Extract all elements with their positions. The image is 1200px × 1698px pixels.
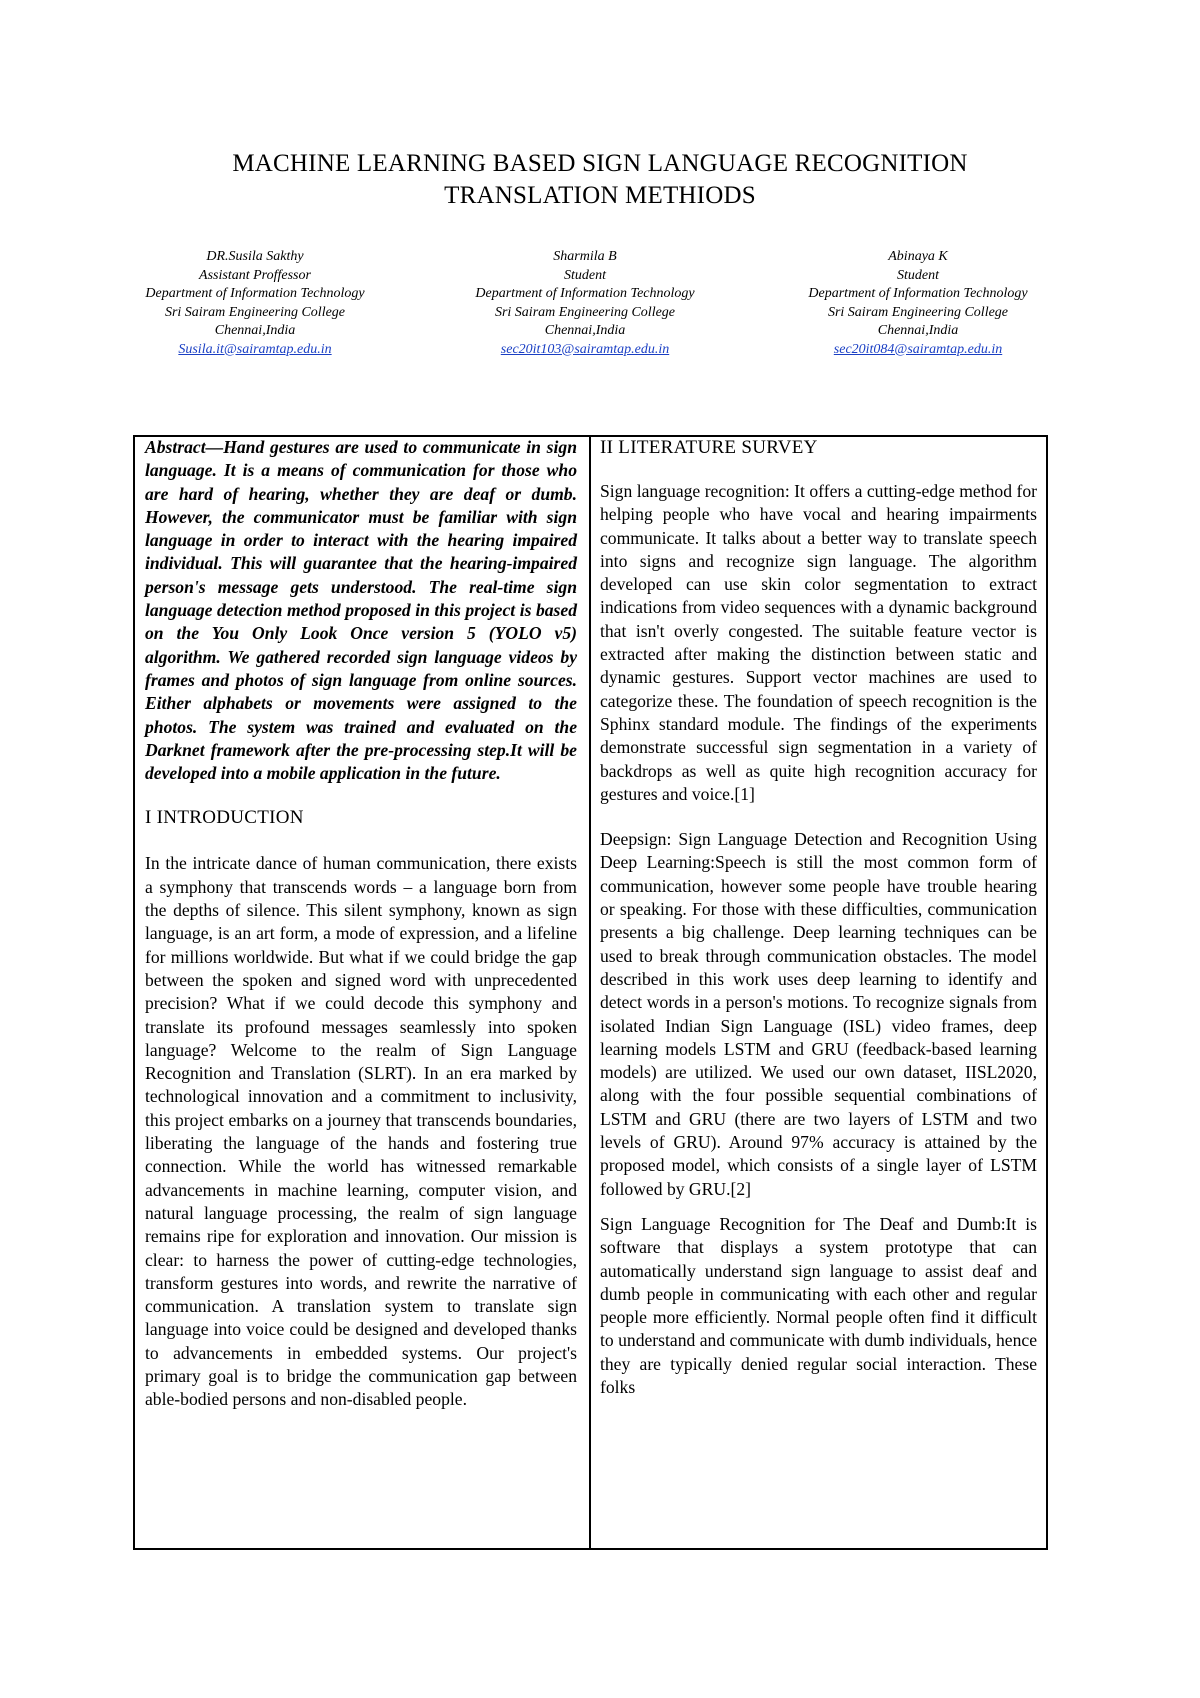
author-dept: Department of Information Technology	[145, 286, 365, 301]
right-column	[600, 436, 1037, 1399]
author-email-link[interactable]: sec20it084@sairamtap.edu.in	[833, 341, 1003, 357]
author-role: Student	[897, 267, 939, 283]
literature-paragraph-3: Sign Language Recognition for The Deaf and Dumb:It is software that displays a system prototype that can automatically understand sign language to assist deaf and dumb people in communicating with each other and regular people more efficiently. Normal people often find it difficult to understand and communicate with dumb individuals, hence they are typically denied regular social interaction. These folks	[600, 1213, 1037, 1397]
introduction-heading: I INTRODUCTION	[145, 807, 304, 829]
author-college: Sri Sairam Engineering College	[827, 304, 1009, 320]
column-divider	[589, 435, 591, 1550]
author-email-link[interactable]: Susila.it@sairamtap.edu.in	[178, 341, 332, 357]
author-dept: Department of Information Technology	[475, 286, 695, 301]
author-email-link[interactable]: sec20it103@sairamtap.edu.in	[500, 341, 670, 357]
author-city: Chennai,India	[214, 323, 296, 338]
author-name: Abinaya K	[888, 249, 948, 264]
title-line-1: MACHINE LEARNING BASED SIGN LANGUAGE RECOGNITION	[232, 150, 968, 177]
author-block-2	[425, 248, 745, 359]
paper-title	[140, 148, 1060, 212]
author-city: Chennai,India	[544, 323, 626, 338]
author-role: Student	[564, 267, 606, 283]
left-column	[145, 436, 577, 1412]
author-dept: Department of Information Technology	[808, 286, 1028, 301]
abstract-text: Abstract—Hand gestures are used to communicate in sign language. It is a means of communication for those who are hard of hearing, whether they are deaf or dumb. However, the communicator must be familiar with sign language in order to interact with the hearing impaired individual. This will guarantee that the hearing-impaired person's message gets understood. The real-time sign language detection method proposed in this project is based on the You Only Look Once version 5 (YOLO v5) algorithm. We gathered recorded sign language videos by frames and photos of sign language from online sources. Either alphabets or movements were assigned to the photos. The system was trained and evaluated on the Darknet framework after the pre-processing step.It will be developed into a mobile application in the future.	[145, 437, 577, 784]
author-role: Assistant Proffessor	[199, 267, 311, 283]
author-name: DR.Susila Sakthy	[206, 249, 304, 264]
title-line-2: TRANSLATION METHIODS	[444, 182, 756, 209]
author-block-1	[95, 248, 415, 359]
literature-paragraph-1: Sign language recognition: It offers a cutting-edge method for helping people who have vocal and hearing impairments communicate. It talks about a better way to translate speech into signs and recognize sign language. The algorithm developed can use skin color segmentation to extract indications from video sequences with a dynamic background that isn't overly congested. The suitable feature vector is extracted after making the distinction between static and dynamic gestures. Support vector machines are used to categorize these. The foundation of speech recognition is the Sphinx standard module. The findings of the experiments demonstrate successful sign segmentation in a variety of backdrops as well as quite high recognition accuracy for gestures and voice.[1]	[600, 481, 1037, 804]
author-name: Sharmila B	[553, 249, 617, 264]
literature-survey-heading: II LITERATURE SURVEY	[600, 437, 818, 458]
author-city: Chennai,India	[877, 323, 959, 338]
author-block-3	[758, 248, 1078, 359]
literature-paragraph-2: Deepsign: Sign Language Detection and Recognition Using Deep Learning:Speech is still the most common form of communication, however some people have trouble hearing or speaking. For those with these difficulties, communication presents a big challenge. Deep learning techniques can be used to break through communication obstacles. The model described in this work uses deep learning to identify and detect words in a person's motions. To recognize signals from isolated Indian Sign Language (ISL) video frames, deep learning models LSTM and GRU (feedback-based learning models) are utilized. We used our own dataset, IISL2020, along with the four possible sequential combinations of LSTM and GRU (there are two layers of LSTM and two levels of GRU). Around 97% accuracy is attained by the proposed model, which consists of a single layer of LSTM followed by GRU.[2]	[600, 829, 1037, 1199]
author-college: Sri Sairam Engineering College	[164, 304, 346, 320]
introduction-text: In the intricate dance of human communication, there exists a symphony that transcends words – a language born from the depths of silence. This silent symphony, known as sign language, is an art form, a mode of expression, and a lifeline for millions worldwide. But what if we could bridge the gap between the spoken and signed word with unprecedented precision? What if we could decode this symphony and translate its profound messages seamlessly into spoken language? Welcome to the realm of Sign Language Recognition and Translation (SLRT). In an era marked by technological innovation and a commitment to inclusivity, this project embarks on a journey that transcends boundaries, liberating the language of the hands and fostering true connection. While the world has witnessed remarkable advancements in machine learning, computer vision, and natural language processing, the realm of sign language remains ripe for exploration and innovation. Our mission is clear: to harness the power of cutting-edge technologies, transform gestures into words, and rewrite the narrative of communication. A translation system to translate sign language into voice could be designed and developed thanks to advancements in embedded systems. Our project's primary goal is to bridge the communication gap between able-bodied persons and non-disabled people.	[145, 853, 577, 1410]
author-college: Sri Sairam Engineering College	[494, 304, 676, 320]
